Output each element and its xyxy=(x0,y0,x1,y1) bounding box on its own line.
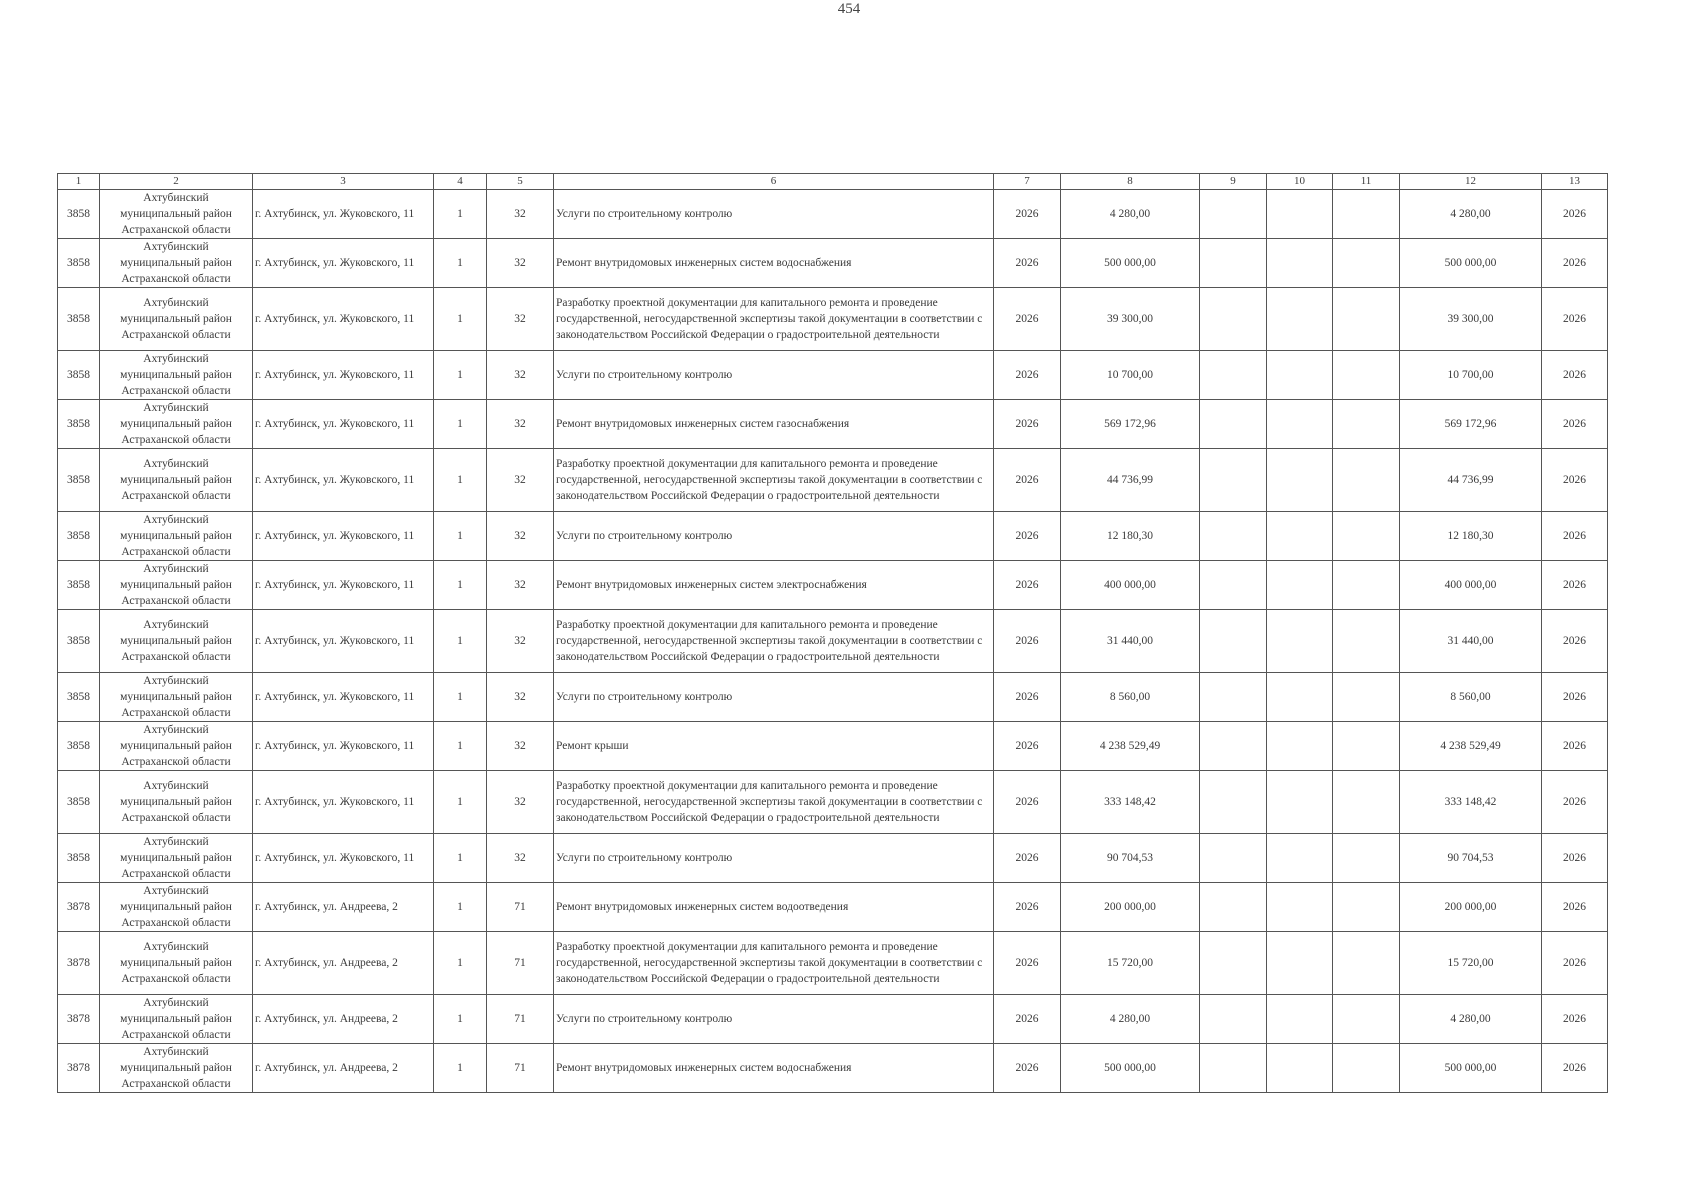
year-end-cell: 2026 xyxy=(1542,1044,1608,1093)
year-cell: 2026 xyxy=(994,834,1061,883)
table-row xyxy=(58,288,1608,351)
year-cell: 2026 xyxy=(994,561,1061,610)
col10-cell xyxy=(1267,351,1333,400)
district-cell: Ахтубинский муниципальный район Астраханской области xyxy=(100,400,253,449)
year-end-cell: 2026 xyxy=(1542,722,1608,771)
amount-total-cell: 400 000,00 xyxy=(1400,561,1542,610)
district-cell: Ахтубинский муниципальный район Астраханской области xyxy=(100,1044,253,1093)
address-cell: г. Ахтубинск, ул. Андреева, 2 xyxy=(253,995,434,1044)
col4-cell: 1 xyxy=(434,722,487,771)
col4-cell: 1 xyxy=(434,561,487,610)
col4-cell: 1 xyxy=(434,610,487,673)
col9-cell xyxy=(1200,834,1267,883)
col5-cell: 32 xyxy=(487,288,554,351)
year-end-cell: 2026 xyxy=(1542,834,1608,883)
amount-cell: 31 440,00 xyxy=(1061,610,1200,673)
work-type-cell: Ремонт внутридомовых инженерных систем электроснабжения xyxy=(554,561,994,610)
row-id-cell: 3858 xyxy=(58,771,100,834)
district-cell: Ахтубинский муниципальный район Астраханской области xyxy=(100,995,253,1044)
district-cell: Ахтубинский муниципальный район Астраханской области xyxy=(100,351,253,400)
table-row xyxy=(58,883,1608,932)
column-header: 10 xyxy=(1267,174,1333,190)
amount-cell: 500 000,00 xyxy=(1061,1044,1200,1093)
col5-cell: 32 xyxy=(487,561,554,610)
row-id-cell: 3858 xyxy=(58,610,100,673)
col5-cell: 71 xyxy=(487,995,554,1044)
amount-cell: 15 720,00 xyxy=(1061,932,1200,995)
amount-cell: 4 280,00 xyxy=(1061,995,1200,1044)
col4-cell: 1 xyxy=(434,288,487,351)
amount-cell: 12 180,30 xyxy=(1061,512,1200,561)
col11-cell xyxy=(1333,995,1400,1044)
address-cell: г. Ахтубинск, ул. Андреева, 2 xyxy=(253,883,434,932)
table-row xyxy=(58,239,1608,288)
col4-cell: 1 xyxy=(434,190,487,239)
work-type-cell: Ремонт крыши xyxy=(554,722,994,771)
year-end-cell: 2026 xyxy=(1542,351,1608,400)
col9-cell xyxy=(1200,610,1267,673)
work-type-cell: Разработку проектной документации для капитального ремонта и проведение государственной, негосударственной экспертизы такой документации в соответствии с законодательством Российской Федерации о градостроительной деятельности xyxy=(554,932,994,995)
row-id-cell: 3878 xyxy=(58,883,100,932)
address-cell: г. Ахтубинск, ул. Жуковского, 11 xyxy=(253,400,434,449)
col5-cell: 32 xyxy=(487,834,554,883)
table-row xyxy=(58,449,1608,512)
col9-cell xyxy=(1200,449,1267,512)
address-cell: г. Ахтубинск, ул. Жуковского, 11 xyxy=(253,512,434,561)
work-type-cell: Услуги по строительному контролю xyxy=(554,351,994,400)
work-type-cell: Услуги по строительному контролю xyxy=(554,512,994,561)
amount-total-cell: 10 700,00 xyxy=(1400,351,1542,400)
table-row xyxy=(58,834,1608,883)
table-row xyxy=(58,561,1608,610)
amount-total-cell: 569 172,96 xyxy=(1400,400,1542,449)
col5-cell: 71 xyxy=(487,883,554,932)
column-header: 8 xyxy=(1061,174,1200,190)
work-type-cell: Ремонт внутридомовых инженерных систем газоснабжения xyxy=(554,400,994,449)
col9-cell xyxy=(1200,883,1267,932)
address-cell: г. Ахтубинск, ул. Жуковского, 11 xyxy=(253,771,434,834)
col5-cell: 32 xyxy=(487,512,554,561)
table-row xyxy=(58,190,1608,239)
row-id-cell: 3858 xyxy=(58,834,100,883)
year-cell: 2026 xyxy=(994,722,1061,771)
col10-cell xyxy=(1267,771,1333,834)
col10-cell xyxy=(1267,190,1333,239)
row-id-cell: 3858 xyxy=(58,288,100,351)
col9-cell xyxy=(1200,400,1267,449)
year-end-cell: 2026 xyxy=(1542,190,1608,239)
col4-cell: 1 xyxy=(434,771,487,834)
col11-cell xyxy=(1333,883,1400,932)
year-cell: 2026 xyxy=(994,512,1061,561)
amount-cell: 39 300,00 xyxy=(1061,288,1200,351)
row-id-cell: 3878 xyxy=(58,995,100,1044)
year-end-cell: 2026 xyxy=(1542,400,1608,449)
col5-cell: 32 xyxy=(487,239,554,288)
amount-total-cell: 500 000,00 xyxy=(1400,239,1542,288)
table-body xyxy=(58,190,1608,1093)
year-cell: 2026 xyxy=(994,288,1061,351)
page-number: 454 xyxy=(837,1,861,17)
amount-cell: 500 000,00 xyxy=(1061,239,1200,288)
year-cell: 2026 xyxy=(994,449,1061,512)
col9-cell xyxy=(1200,673,1267,722)
col9-cell xyxy=(1200,932,1267,995)
address-cell: г. Ахтубинск, ул. Жуковского, 11 xyxy=(253,351,434,400)
col4-cell: 1 xyxy=(434,995,487,1044)
col11-cell xyxy=(1333,190,1400,239)
col5-cell: 71 xyxy=(487,932,554,995)
col11-cell xyxy=(1333,239,1400,288)
col10-cell xyxy=(1267,561,1333,610)
column-header: 12 xyxy=(1400,174,1542,190)
col9-cell xyxy=(1200,771,1267,834)
col9-cell xyxy=(1200,1044,1267,1093)
district-cell: Ахтубинский муниципальный район Астраханской области xyxy=(100,610,253,673)
work-type-cell: Услуги по строительному контролю xyxy=(554,673,994,722)
district-cell: Ахтубинский муниципальный район Астраханской области xyxy=(100,883,253,932)
col10-cell xyxy=(1267,673,1333,722)
amount-total-cell: 8 560,00 xyxy=(1400,673,1542,722)
address-cell: г. Ахтубинск, ул. Жуковского, 11 xyxy=(253,239,434,288)
address-cell: г. Ахтубинск, ул. Жуковского, 11 xyxy=(253,288,434,351)
address-cell: г. Ахтубинск, ул. Жуковского, 11 xyxy=(253,722,434,771)
col5-cell: 32 xyxy=(487,400,554,449)
row-id-cell: 3858 xyxy=(58,722,100,771)
col9-cell xyxy=(1200,995,1267,1044)
col10-cell xyxy=(1267,288,1333,351)
amount-total-cell: 15 720,00 xyxy=(1400,932,1542,995)
table-row xyxy=(58,722,1608,771)
column-header: 5 xyxy=(487,174,554,190)
col11-cell xyxy=(1333,932,1400,995)
column-header: 2 xyxy=(100,174,253,190)
work-type-cell: Разработку проектной документации для капитального ремонта и проведение государственной, негосударственной экспертизы такой документации в соответствии с законодательством Российской Федерации о градостроительной деятельности xyxy=(554,288,994,351)
amount-total-cell: 31 440,00 xyxy=(1400,610,1542,673)
work-type-cell: Ремонт внутридомовых инженерных систем водоотведения xyxy=(554,883,994,932)
row-id-cell: 3878 xyxy=(58,1044,100,1093)
amount-total-cell: 44 736,99 xyxy=(1400,449,1542,512)
year-end-cell: 2026 xyxy=(1542,673,1608,722)
col10-cell xyxy=(1267,932,1333,995)
col11-cell xyxy=(1333,400,1400,449)
year-cell: 2026 xyxy=(994,883,1061,932)
year-cell: 2026 xyxy=(994,1044,1061,1093)
district-cell: Ахтубинский муниципальный район Астраханской области xyxy=(100,288,253,351)
amount-cell: 4 280,00 xyxy=(1061,190,1200,239)
year-cell: 2026 xyxy=(994,610,1061,673)
district-cell: Ахтубинский муниципальный район Астраханской области xyxy=(100,239,253,288)
table-row xyxy=(58,771,1608,834)
district-cell: Ахтубинский муниципальный район Астраханской области xyxy=(100,190,253,239)
col9-cell xyxy=(1200,561,1267,610)
col10-cell xyxy=(1267,1044,1333,1093)
col11-cell xyxy=(1333,1044,1400,1093)
col11-cell xyxy=(1333,449,1400,512)
col4-cell: 1 xyxy=(434,932,487,995)
amount-total-cell: 4 280,00 xyxy=(1400,190,1542,239)
district-cell: Ахтубинский муниципальный район Астраханской области xyxy=(100,512,253,561)
col5-cell: 32 xyxy=(487,771,554,834)
district-cell: Ахтубинский муниципальный район Астраханской области xyxy=(100,449,253,512)
col4-cell: 1 xyxy=(434,834,487,883)
amount-cell: 200 000,00 xyxy=(1061,883,1200,932)
col9-cell xyxy=(1200,288,1267,351)
year-end-cell: 2026 xyxy=(1542,995,1608,1044)
col5-cell: 32 xyxy=(487,673,554,722)
col4-cell: 1 xyxy=(434,1044,487,1093)
district-cell: Ахтубинский муниципальный район Астраханской области xyxy=(100,834,253,883)
table-row xyxy=(58,932,1608,995)
row-id-cell: 3858 xyxy=(58,449,100,512)
col11-cell xyxy=(1333,610,1400,673)
col11-cell xyxy=(1333,351,1400,400)
district-cell: Ахтубинский муниципальный район Астраханской области xyxy=(100,932,253,995)
district-cell: Ахтубинский муниципальный район Астраханской области xyxy=(100,673,253,722)
table-row xyxy=(58,995,1608,1044)
col9-cell xyxy=(1200,351,1267,400)
col10-cell xyxy=(1267,449,1333,512)
table-row xyxy=(58,512,1608,561)
amount-cell: 4 238 529,49 xyxy=(1061,722,1200,771)
address-cell: г. Ахтубинск, ул. Жуковского, 11 xyxy=(253,673,434,722)
col5-cell: 71 xyxy=(487,1044,554,1093)
amount-total-cell: 4 238 529,49 xyxy=(1400,722,1542,771)
address-cell: г. Ахтубинск, ул. Жуковского, 11 xyxy=(253,449,434,512)
year-cell: 2026 xyxy=(994,932,1061,995)
amount-cell: 44 736,99 xyxy=(1061,449,1200,512)
table-row xyxy=(58,351,1608,400)
col5-cell: 32 xyxy=(487,351,554,400)
amount-total-cell: 200 000,00 xyxy=(1400,883,1542,932)
amount-cell: 90 704,53 xyxy=(1061,834,1200,883)
amount-cell: 10 700,00 xyxy=(1061,351,1200,400)
table-row xyxy=(58,610,1608,673)
address-cell: г. Ахтубинск, ул. Жуковского, 11 xyxy=(253,610,434,673)
year-end-cell: 2026 xyxy=(1542,512,1608,561)
col10-cell xyxy=(1267,722,1333,771)
col11-cell xyxy=(1333,561,1400,610)
amount-cell: 569 172,96 xyxy=(1061,400,1200,449)
row-id-cell: 3858 xyxy=(58,400,100,449)
col5-cell: 32 xyxy=(487,610,554,673)
col4-cell: 1 xyxy=(434,351,487,400)
column-header: 1 xyxy=(58,174,100,190)
row-id-cell: 3858 xyxy=(58,351,100,400)
amount-total-cell: 90 704,53 xyxy=(1400,834,1542,883)
col4-cell: 1 xyxy=(434,449,487,512)
col10-cell xyxy=(1267,239,1333,288)
table-header-row xyxy=(58,174,1608,190)
table-row xyxy=(58,673,1608,722)
year-cell: 2026 xyxy=(994,190,1061,239)
year-cell: 2026 xyxy=(994,400,1061,449)
amount-total-cell: 12 180,30 xyxy=(1400,512,1542,561)
row-id-cell: 3858 xyxy=(58,673,100,722)
work-type-cell: Услуги по строительному контролю xyxy=(554,190,994,239)
amount-total-cell: 333 148,42 xyxy=(1400,771,1542,834)
col11-cell xyxy=(1333,512,1400,561)
work-type-cell: Разработку проектной документации для капитального ремонта и проведение государственной, негосударственной экспертизы такой документации в соответствии с законодательством Российской Федерации о градостроительной деятельности xyxy=(554,771,994,834)
amount-cell: 400 000,00 xyxy=(1061,561,1200,610)
column-header: 6 xyxy=(554,174,994,190)
address-cell: г. Ахтубинск, ул. Жуковского, 11 xyxy=(253,561,434,610)
col4-cell: 1 xyxy=(434,512,487,561)
col9-cell xyxy=(1200,512,1267,561)
column-header: 13 xyxy=(1542,174,1608,190)
col4-cell: 1 xyxy=(434,400,487,449)
amount-total-cell: 39 300,00 xyxy=(1400,288,1542,351)
col10-cell xyxy=(1267,512,1333,561)
row-id-cell: 3858 xyxy=(58,512,100,561)
row-id-cell: 3878 xyxy=(58,932,100,995)
work-type-cell: Ремонт внутридомовых инженерных систем водоснабжения xyxy=(554,239,994,288)
row-id-cell: 3858 xyxy=(58,239,100,288)
address-cell: г. Ахтубинск, ул. Андреева, 2 xyxy=(253,932,434,995)
capital-repair-table xyxy=(57,173,1608,1093)
district-cell: Ахтубинский муниципальный район Астраханской области xyxy=(100,722,253,771)
col11-cell xyxy=(1333,673,1400,722)
row-id-cell: 3858 xyxy=(58,561,100,610)
work-type-cell: Услуги по строительному контролю xyxy=(554,995,994,1044)
district-cell: Ахтубинский муниципальный район Астраханской области xyxy=(100,561,253,610)
year-end-cell: 2026 xyxy=(1542,771,1608,834)
col11-cell xyxy=(1333,288,1400,351)
col10-cell xyxy=(1267,834,1333,883)
col11-cell xyxy=(1333,771,1400,834)
work-type-cell: Услуги по строительному контролю xyxy=(554,834,994,883)
col9-cell xyxy=(1200,722,1267,771)
col4-cell: 1 xyxy=(434,673,487,722)
year-cell: 2026 xyxy=(994,673,1061,722)
col5-cell: 32 xyxy=(487,190,554,239)
column-header: 3 xyxy=(253,174,434,190)
address-cell: г. Ахтубинск, ул. Андреева, 2 xyxy=(253,1044,434,1093)
work-type-cell: Разработку проектной документации для капитального ремонта и проведение государственной, негосударственной экспертизы такой документации в соответствии с законодательством Российской Федерации о градостроительной деятельности xyxy=(554,449,994,512)
amount-total-cell: 4 280,00 xyxy=(1400,995,1542,1044)
work-type-cell: Ремонт внутридомовых инженерных систем водоснабжения xyxy=(554,1044,994,1093)
col4-cell: 1 xyxy=(434,883,487,932)
amount-cell: 8 560,00 xyxy=(1061,673,1200,722)
col11-cell xyxy=(1333,722,1400,771)
year-end-cell: 2026 xyxy=(1542,883,1608,932)
table-row xyxy=(58,1044,1608,1093)
year-end-cell: 2026 xyxy=(1542,239,1608,288)
col10-cell xyxy=(1267,400,1333,449)
col11-cell xyxy=(1333,834,1400,883)
column-header: 4 xyxy=(434,174,487,190)
year-cell: 2026 xyxy=(994,995,1061,1044)
col9-cell xyxy=(1200,239,1267,288)
col5-cell: 32 xyxy=(487,722,554,771)
col10-cell xyxy=(1267,995,1333,1044)
year-end-cell: 2026 xyxy=(1542,561,1608,610)
year-cell: 2026 xyxy=(994,351,1061,400)
amount-cell: 333 148,42 xyxy=(1061,771,1200,834)
col10-cell xyxy=(1267,610,1333,673)
year-cell: 2026 xyxy=(994,771,1061,834)
district-cell: Ахтубинский муниципальный район Астраханской области xyxy=(100,771,253,834)
year-end-cell: 2026 xyxy=(1542,610,1608,673)
col4-cell: 1 xyxy=(434,239,487,288)
column-header: 11 xyxy=(1333,174,1400,190)
year-end-cell: 2026 xyxy=(1542,932,1608,995)
column-header: 9 xyxy=(1200,174,1267,190)
year-cell: 2026 xyxy=(994,239,1061,288)
col5-cell: 32 xyxy=(487,449,554,512)
year-end-cell: 2026 xyxy=(1542,288,1608,351)
amount-total-cell: 500 000,00 xyxy=(1400,1044,1542,1093)
col10-cell xyxy=(1267,883,1333,932)
col9-cell xyxy=(1200,190,1267,239)
year-end-cell: 2026 xyxy=(1542,449,1608,512)
work-type-cell: Разработку проектной документации для капитального ремонта и проведение государственной, негосударственной экспертизы такой документации в соответствии с законодательством Российской Федерации о градостроительной деятельности xyxy=(554,610,994,673)
column-header: 7 xyxy=(994,174,1061,190)
row-id-cell: 3858 xyxy=(58,190,100,239)
address-cell: г. Ахтубинск, ул. Жуковского, 11 xyxy=(253,190,434,239)
address-cell: г. Ахтубинск, ул. Жуковского, 11 xyxy=(253,834,434,883)
table-row xyxy=(58,400,1608,449)
